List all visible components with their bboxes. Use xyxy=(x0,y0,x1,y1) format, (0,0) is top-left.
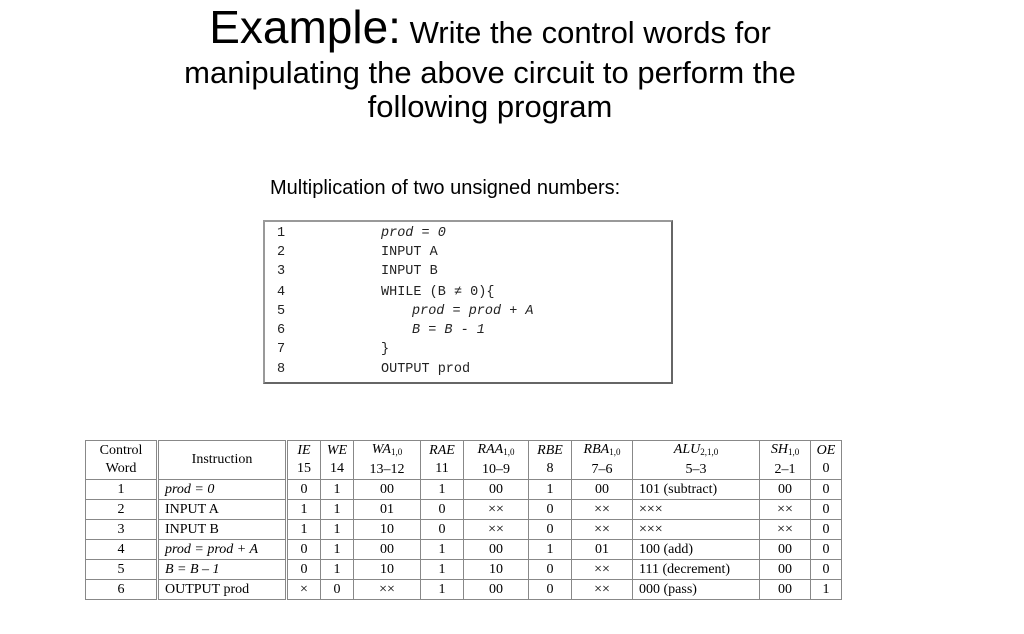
cell-rba: ×× xyxy=(572,520,633,540)
cell-wa: 01 xyxy=(354,500,421,520)
cell-rba: ×× xyxy=(572,580,633,600)
cell-rba: 01 xyxy=(572,540,633,560)
code-line: } xyxy=(381,342,390,357)
cell-wa: 00 xyxy=(354,480,421,500)
line-number: 3 xyxy=(277,264,286,279)
cell-instruction: OUTPUT prod xyxy=(158,580,287,600)
cell-rbe: 0 xyxy=(529,560,572,580)
code-line: WHILE (B ≠ 0){ xyxy=(381,285,495,300)
title-prefix: Example: xyxy=(209,1,401,53)
cell-we: 1 xyxy=(321,480,354,500)
cell-rbe: 0 xyxy=(529,500,572,520)
cell-rbe: 0 xyxy=(529,520,572,540)
cell-raa: 00 xyxy=(464,580,529,600)
table-row xyxy=(86,480,842,500)
code-line: B = B - 1 xyxy=(412,323,485,338)
col-header-alu: $ALU_{2,1,0}$ 5–3 xyxy=(633,441,760,480)
cell-ie: 0 xyxy=(287,480,321,500)
table-row xyxy=(86,540,842,560)
cell-wa: 10 xyxy=(354,560,421,580)
slide-title xyxy=(0,1,980,124)
col-header-we: WE 14 xyxy=(321,441,354,480)
cell-control-word: 1 xyxy=(86,480,158,500)
cell-sh: 00 xyxy=(760,540,811,560)
cell-instruction: prod = prod + A xyxy=(158,540,287,560)
cell-rbe: 1 xyxy=(529,540,572,560)
cell-raa: 10 xyxy=(464,560,529,580)
code-line: prod = 0 xyxy=(381,226,446,241)
cell-alu: ××× xyxy=(633,500,760,520)
control-word-table xyxy=(85,440,842,600)
col-header-rba: $RBA_{1,0}$ 7–6 xyxy=(572,441,633,480)
cell-oe: 1 xyxy=(811,580,842,600)
cell-control-word: 6 xyxy=(86,580,158,600)
program-listing xyxy=(263,220,673,384)
cell-oe: 0 xyxy=(811,540,842,560)
cell-ie: × xyxy=(287,580,321,600)
code-line: OUTPUT prod xyxy=(381,362,471,377)
cell-alu: 100 (add) xyxy=(633,540,760,560)
table-row xyxy=(86,520,842,540)
line-number: 7 xyxy=(277,342,286,357)
table-row xyxy=(86,560,842,580)
code-line: prod = prod + A xyxy=(412,304,534,319)
cell-sh: 00 xyxy=(760,480,811,500)
cell-sh: ×× xyxy=(760,520,811,540)
line-number: 2 xyxy=(277,245,286,260)
col-header-wa: $WA_{1,0}$ 13–12 xyxy=(354,441,421,480)
cell-instruction: INPUT A xyxy=(158,500,287,520)
cell-rae: 1 xyxy=(421,580,464,600)
cell-rba: ×× xyxy=(572,500,633,520)
cell-ie: 1 xyxy=(287,500,321,520)
cell-we: 1 xyxy=(321,520,354,540)
cell-sh: 00 xyxy=(760,580,811,600)
line-number: 4 xyxy=(277,285,286,300)
table-row xyxy=(86,580,842,600)
cell-oe: 0 xyxy=(811,520,842,540)
cell-ie: 0 xyxy=(287,540,321,560)
col-header-rbe: RBE 8 xyxy=(529,441,572,480)
col-header-raa: $RAA_{1,0}$ 10–9 xyxy=(464,441,529,480)
cell-raa: ×× xyxy=(464,500,529,520)
cell-rae: 0 xyxy=(421,500,464,520)
col-header-sh: $SH_{1,0}$ 2–1 xyxy=(760,441,811,480)
title-line1: Write the control words for xyxy=(400,15,771,50)
cell-wa: ×× xyxy=(354,580,421,600)
code-line: INPUT A xyxy=(381,245,438,260)
cell-oe: 0 xyxy=(811,560,842,580)
cell-we: 1 xyxy=(321,500,354,520)
table-row xyxy=(86,500,842,520)
col-header-rae: RAE 11 xyxy=(421,441,464,480)
table-header-row xyxy=(86,441,842,480)
cell-we: 0 xyxy=(321,580,354,600)
cell-raa: 00 xyxy=(464,480,529,500)
line-number: 1 xyxy=(277,226,286,241)
cell-we: 1 xyxy=(321,560,354,580)
col-header-ie: IE 15 xyxy=(287,441,321,480)
cell-rae: 0 xyxy=(421,520,464,540)
cell-sh: 00 xyxy=(760,560,811,580)
cell-instruction: INPUT B xyxy=(158,520,287,540)
line-number: 6 xyxy=(277,323,286,338)
cell-control-word: 2 xyxy=(86,500,158,520)
cell-ie: 1 xyxy=(287,520,321,540)
cell-alu: ××× xyxy=(633,520,760,540)
cell-rba: 00 xyxy=(572,480,633,500)
cell-raa: 00 xyxy=(464,540,529,560)
cell-sh: ×× xyxy=(760,500,811,520)
cell-wa: 00 xyxy=(354,540,421,560)
cell-instruction: B = B – 1 xyxy=(158,560,287,580)
cell-alu: 000 (pass) xyxy=(633,580,760,600)
cell-rba: ×× xyxy=(572,560,633,580)
cell-control-word: 4 xyxy=(86,540,158,560)
cell-rae: 1 xyxy=(421,540,464,560)
cell-control-word: 5 xyxy=(86,560,158,580)
cell-we: 1 xyxy=(321,540,354,560)
cell-raa: ×× xyxy=(464,520,529,540)
cell-rbe: 0 xyxy=(529,580,572,600)
code-line: INPUT B xyxy=(381,264,438,279)
title-line2: manipulating the above circuit to perform the xyxy=(184,55,796,90)
cell-oe: 0 xyxy=(811,480,842,500)
title-line3: following program xyxy=(367,89,613,124)
cell-rbe: 1 xyxy=(529,480,572,500)
cell-oe: 0 xyxy=(811,500,842,520)
cell-ie: 0 xyxy=(287,560,321,580)
col-header-control-word: Control Word xyxy=(86,441,158,480)
col-header-oe: OE 0 xyxy=(811,441,842,480)
cell-wa: 10 xyxy=(354,520,421,540)
line-number: 5 xyxy=(277,304,286,319)
cell-alu: 101 (subtract) xyxy=(633,480,760,500)
line-number: 8 xyxy=(277,362,286,377)
cell-rae: 1 xyxy=(421,480,464,500)
cell-control-word: 3 xyxy=(86,520,158,540)
cell-alu: 111 (decrement) xyxy=(633,560,760,580)
col-header-instruction: Instruction xyxy=(158,441,287,480)
cell-instruction: prod = 0 xyxy=(158,480,287,500)
program-caption: Multiplication of two unsigned numbers: xyxy=(270,177,621,199)
cell-rae: 1 xyxy=(421,560,464,580)
